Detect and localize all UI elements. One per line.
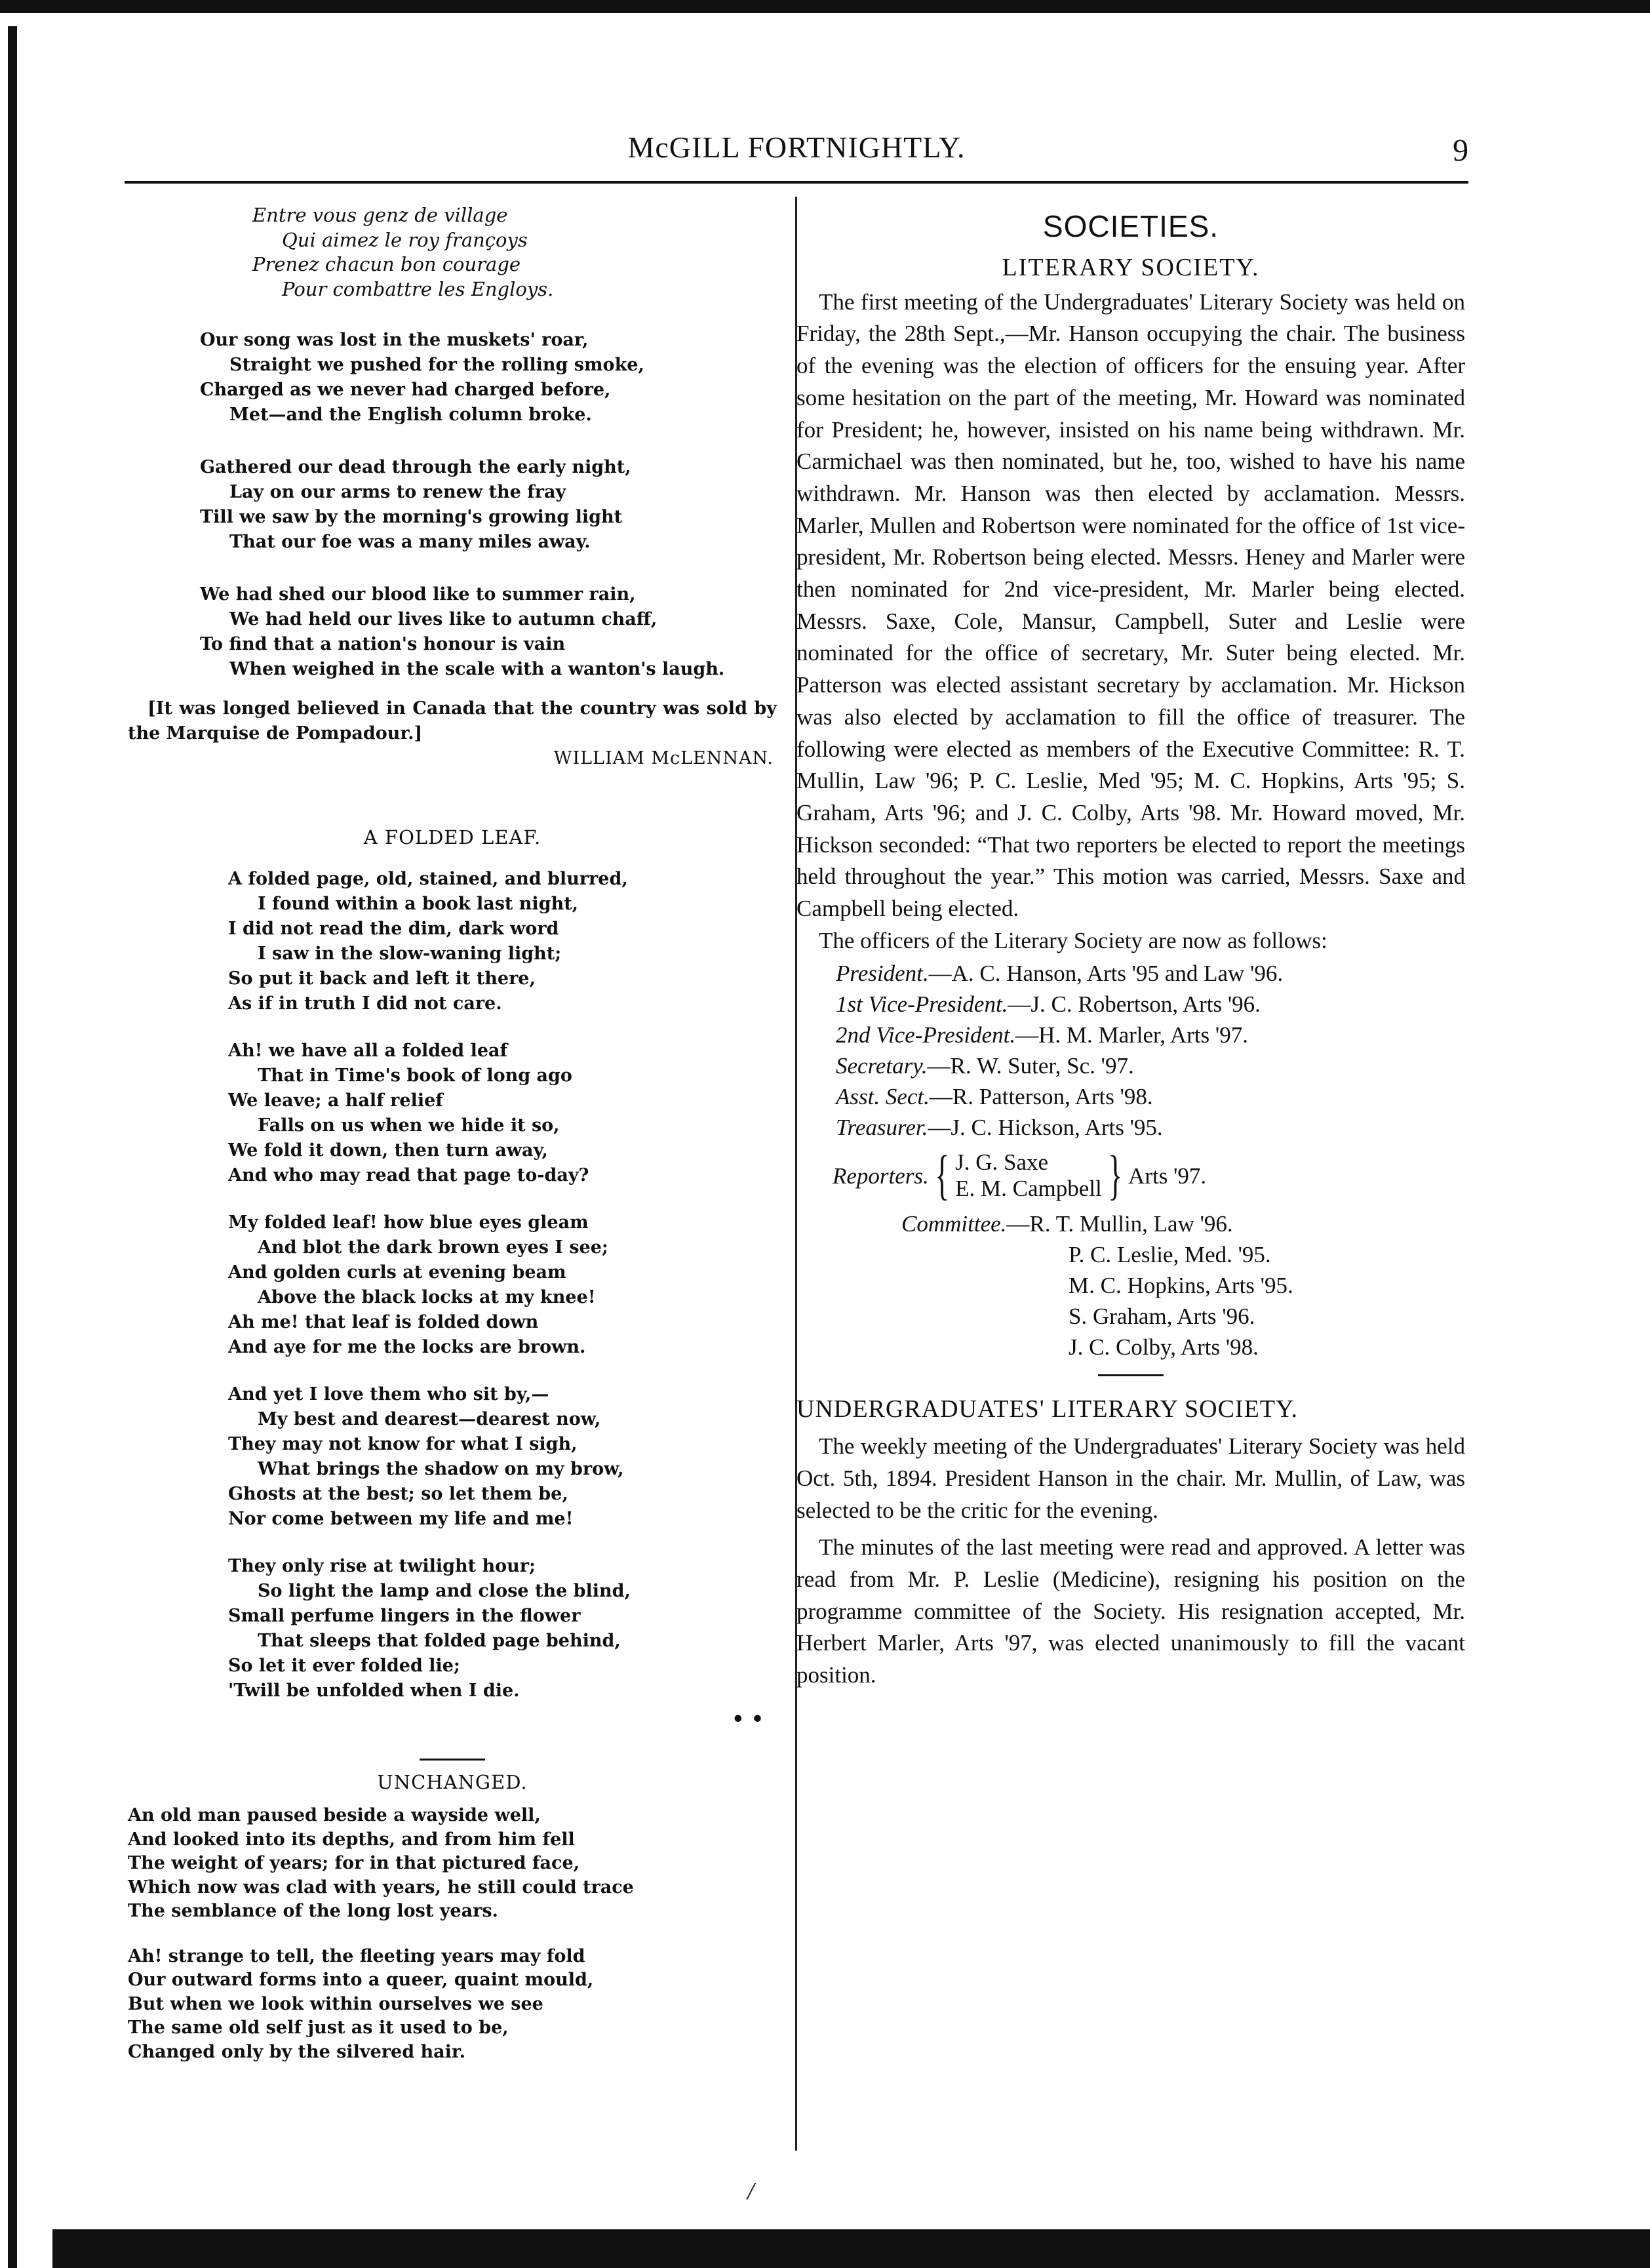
poem-line: So light the lamp and close the blind, [258, 1581, 631, 1601]
stanza [228, 1210, 777, 1360]
officer-title: 2nd Vice-President. [836, 1022, 1016, 1048]
poem-line: So let it ever folded lie; [228, 1656, 460, 1676]
paragraph: The officers of the Literary Society are now as follows: [819, 927, 1327, 953]
poem-line: And who may read that page to-day? [228, 1165, 589, 1185]
stanza [200, 455, 777, 555]
page-number: 9 [1453, 133, 1468, 168]
stanza [128, 1804, 777, 1924]
poem-line: Ghosts at the best; so let them be, [228, 1484, 568, 1504]
poem-line: They may not know for what I sigh, [228, 1434, 578, 1454]
separator-rule [1098, 1374, 1164, 1376]
officer-title: Treasurer. [836, 1115, 928, 1141]
officer-name: —H. M. Marler, Arts '97. [1015, 1022, 1248, 1048]
officer-title: Committee. [901, 1211, 1007, 1237]
poem-line: Ah! we have all a folded leaf [228, 1041, 508, 1061]
poem-line: To find that a nation's honour is vain [200, 634, 566, 654]
officer-entry [836, 989, 1465, 1020]
poem-line: We had shed our blood like to summer rain, [200, 584, 636, 605]
officer-entry [836, 1081, 1465, 1112]
poem-line: Ah! strange to tell, the fleeting years may fold [128, 1945, 585, 1966]
officer-title: Asst. Sect. [836, 1084, 930, 1110]
officer-name: —R. Patterson, Arts '98. [929, 1084, 1153, 1110]
poem-line: Gathered our dead through the early night, [200, 457, 631, 477]
right-column [796, 203, 1465, 1692]
poem-line: We fold it down, then turn away, [228, 1140, 548, 1161]
poem-line: Qui aimez le roy françoys [282, 228, 528, 251]
officer-entry [836, 958, 1465, 989]
header-rule [125, 181, 1468, 184]
officer-title: Secretary. [836, 1053, 928, 1079]
poem-line: Our song was lost in the muskets' roar, [200, 330, 589, 350]
poem-line: Till we saw by the morning's growing light [200, 507, 623, 527]
poem-title: A FOLDED LEAF. [363, 826, 541, 848]
left-brace: { [934, 1145, 950, 1206]
stanza [200, 328, 777, 428]
poem-line: Above the black locks at my knee! [258, 1287, 596, 1307]
poem-line: Entre vous genz de village [252, 204, 508, 226]
section-title: UNDERGRADUATES' LITERARY SOCIETY. [796, 1395, 1299, 1423]
reporters-class: Arts '97. [1128, 1163, 1207, 1189]
poem-line: That sleeps that folded page behind, [258, 1631, 621, 1651]
poem-line: When weighed in the scale with a wanton's laugh. [229, 659, 725, 679]
officer-name: —R. W. Suter, Sc. '97. [927, 1053, 1134, 1079]
poem-line: That our foe was a many miles away. [229, 532, 591, 552]
poem-line: And yet I love them who sit by,— [228, 1384, 549, 1404]
reporter-name: E. M. Campbell [955, 1176, 1102, 1202]
committee-member: J. C. Colby, Arts '98. [1069, 1334, 1259, 1361]
poem-line: Changed only by the silvered hair. [128, 2041, 466, 2062]
poem-line: Falls on us when we hide it so, [258, 1115, 560, 1136]
poem-line: Prenez chacun bon courage [252, 253, 521, 275]
poem-line: Nor come between my life and me! [228, 1509, 574, 1529]
poem-line: I saw in the slow-waning light; [258, 944, 562, 964]
poem-line: I did not read the dim, dark word [228, 919, 559, 939]
left-column [128, 203, 777, 2085]
poem-line: Lay on our arms to renew the fray [229, 482, 566, 502]
reporters-entry [833, 1145, 1465, 1206]
poem-body [128, 328, 777, 682]
officer-entry [836, 1020, 1465, 1050]
poem-line: What brings the shadow on my brow, [258, 1459, 624, 1479]
poem-line: 'Twill be unfolded when I die. [228, 1681, 520, 1701]
running-title: McGILL FORTNIGHTLY. [627, 130, 966, 164]
officer-entry [836, 1050, 1465, 1081]
historical-note: [It was longed believed in Canada that the country was sold by the Marquise de Pompadour.] [128, 698, 777, 744]
poem-line: The semblance of the long lost years. [128, 1901, 498, 1921]
poem-line: As if in truth I did not care. [228, 993, 502, 1014]
poem-line: The weight of years; for in that pictured face, [128, 1853, 580, 1873]
poem-line: The same old self just as it used to be, [128, 2018, 509, 2038]
section-end-dots: • • [732, 1708, 764, 1731]
stanza [228, 1039, 777, 1188]
poem-line: And blot the dark brown eyes I see; [258, 1237, 608, 1258]
section-title: SOCIETIES. [1042, 209, 1219, 243]
officer-name: —J. C. Robertson, Arts '96. [1008, 991, 1261, 1018]
officer-name: —A. C. Hanson, Arts '95 and Law '96. [928, 961, 1284, 987]
reporter-name: J. G. Saxe [955, 1149, 1049, 1176]
poem-line: And aye for me the locks are brown. [228, 1337, 586, 1357]
poem-line: So put it back and left it there, [228, 968, 536, 989]
committee-member: P. C. Leslie, Med. '95. [1069, 1242, 1271, 1268]
poem-body [128, 1804, 777, 2064]
stanza [228, 1554, 777, 1703]
officers-list [796, 958, 1465, 1363]
poem-line: Charged as we never had charged before, [200, 380, 611, 400]
paragraph: The weekly meeting of the Undergraduates' Literary Society was held Oct. 5th, 1894. President Hanson in the chair. Mr. Mullin, of Law, was selected to be the critic for the evening. [796, 1433, 1465, 1523]
poem-line: But when we look within ourselves we see [128, 1993, 543, 2014]
poem-title: UNCHANGED. [377, 1771, 528, 1793]
paragraph: The first meeting of the Undergraduates' Literary Society was held on Friday, the 28th Sept.,—Mr. Hanson occupying the chair. The business of the evening was the election of officers for the ensuing year. After some hesitation on the part of the meeting, Mr. Howard was nominated for President; he, however, insisted on his name being withdrawn. Mr. Carmichael was then nominated, but he, too, wished to have his name withdrawn. Mr. Hanson was then elected by acclamation. Messrs. Marler, Mullen and Robertson were nominated for the office of 1st vice-president, Mr. Robertson being elected. Messrs. Heney and Marler were then nominated for 2nd vice-president, Mr. Marler being elected. Messrs. Saxe, Cole, Mansur, Campbell, Suter and Leslie were nominated for the office of secretary, Mr. Suter being elected. Mr. Patterson was elected assistant secretary by acclamation. Mr. Hickson was also elected by acclamation to fill the office of treasurer. The following were elected as members of the Executive Committee: R. T. Mullin, Law '96; P. C. Leslie, Med '95; M. C. Hopkins, Arts '95; S. Graham, Arts '96; and J. C. Colby, Arts '98. Mr. Howard moved, Mr. Hickson seconded: “That two reporters be elected to report the meetings held throughout the year.” This motion was carried, Messrs. Saxe and Campbell being elected. [796, 288, 1465, 922]
scan-border-bottom [52, 2229, 1650, 2268]
scan-border-left [8, 26, 17, 2268]
officer-entry [836, 1112, 1465, 1143]
poem-line: That in Time's book of long ago [258, 1065, 572, 1086]
poem-line: And looked into its depths, and from him fell [128, 1829, 575, 1850]
poem-line: My best and dearest—dearest now, [258, 1409, 601, 1429]
poem-line: We had held our lives like to autumn chaff, [229, 609, 658, 629]
poem-line: Which now was clad with years, he still could trace [128, 1877, 634, 1898]
poem-line: An old man paused beside a wayside well, [128, 1805, 541, 1825]
stanza [228, 867, 777, 1016]
officer-title: 1st Vice-President. [836, 991, 1008, 1018]
committee-member: —R. T. Mullin, Law '96. [1006, 1211, 1233, 1237]
paragraph: The minutes of the last meeting were read and approved. A letter was read from Mr. P. Leslie (Medicine), resigning his position on the programme committee of the Society. His resignation accepted, Mr. Herbert Marler, Arts '97, was elected unanimously to fill the vacant position. [796, 1534, 1465, 1688]
author-signature: WILLIAM McLENNAN. [553, 748, 774, 768]
officer-name: —J. C. Hickson, Arts '95. [928, 1115, 1163, 1141]
scan-border-top [0, 0, 1650, 13]
right-brace: } [1107, 1145, 1122, 1206]
poem-line: A folded page, old, stained, and blurred, [228, 869, 628, 889]
subsection-title: LITERARY SOCIETY. [1002, 254, 1260, 281]
poem-body [128, 867, 777, 1703]
stanza [200, 582, 777, 682]
committee-member: S. Graham, Arts '96. [1069, 1303, 1255, 1330]
poem-line: Straight we pushed for the rolling smoke, [229, 355, 644, 375]
poem-line: They only rise at twilight hour; [228, 1556, 536, 1576]
stanza [128, 1945, 777, 2065]
french-stanza [128, 203, 777, 302]
committee-member: M. C. Hopkins, Arts '95. [1069, 1273, 1293, 1299]
poem-line: Ah me! that leaf is folded down [228, 1312, 539, 1332]
poem-line: Our outward forms into a queer, quaint mould, [128, 1970, 594, 1990]
poem-line: We leave; a half relief [228, 1090, 443, 1111]
stanza [228, 1382, 777, 1532]
officer-title: Reporters. [833, 1163, 929, 1189]
poem-line: My folded leaf! how blue eyes gleam [228, 1212, 589, 1233]
officer-title: President. [836, 961, 929, 987]
reporter-names [955, 1149, 1102, 1202]
poem-line: Pour combattre les Engloys. [282, 277, 554, 300]
stray-mark: / [747, 2178, 755, 2205]
poem-line: I found within a book last night, [258, 894, 579, 914]
page-header [125, 130, 1468, 176]
committee-entry [836, 1208, 1465, 1363]
poem-line: Met—and the English column broke. [229, 405, 592, 425]
poem-line: And golden curls at evening beam [228, 1262, 566, 1283]
separator-rule [420, 1759, 485, 1761]
poem-line: Small perfume lingers in the flower [228, 1606, 581, 1626]
